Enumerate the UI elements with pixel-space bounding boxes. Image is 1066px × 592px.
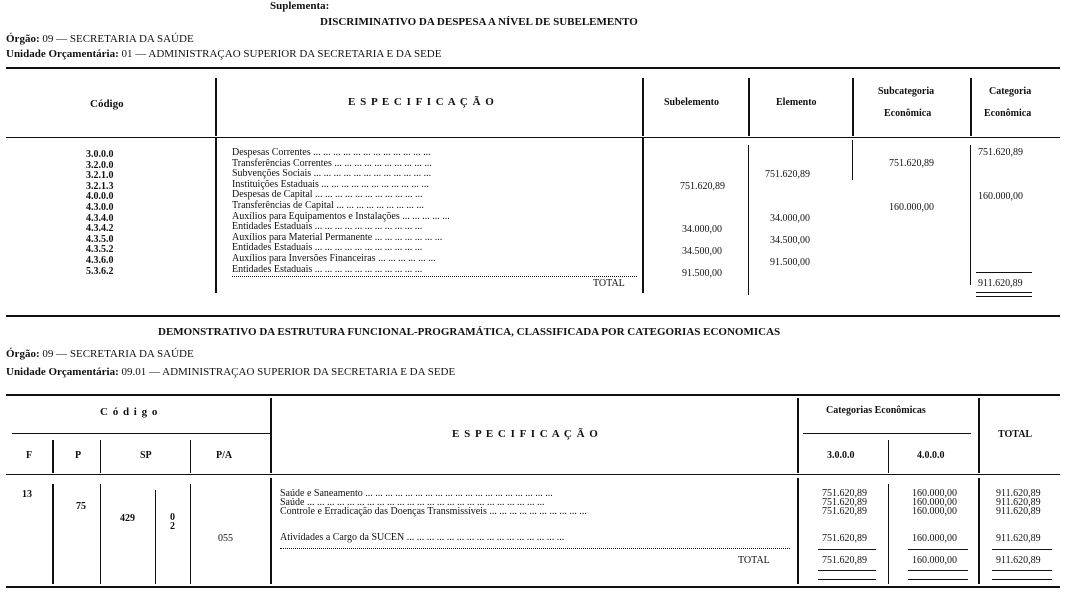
t2-vline bbox=[978, 398, 980, 473]
t1-cat-value: 160.000,00 bbox=[978, 191, 1023, 202]
table-row-spec: Transferências Correntes ... ... ... ... ... ... ... ... ... ... bbox=[232, 157, 432, 169]
t1-header-codigo: Código bbox=[90, 98, 124, 110]
table-row-spec: Auxílios para Inversões Financeiras ... ... ... ... ... ... bbox=[232, 252, 436, 264]
t2-header-codigo: C ó d i g o bbox=[100, 406, 159, 418]
t1-subelemento-value: 34.500,00 bbox=[682, 246, 722, 257]
t2-total-rule bbox=[992, 579, 1052, 580]
t2-vline bbox=[797, 398, 799, 473]
t1-header-subcat-1: Subcategoria bbox=[878, 86, 935, 97]
t2-total-c3: 751.620,89 bbox=[822, 555, 867, 566]
table2-bottom-rule bbox=[6, 586, 1060, 588]
t1-subelemento-value: 91.500,00 bbox=[682, 268, 722, 279]
t2-vline bbox=[52, 440, 54, 473]
table-row-code: 3.2.1.3 bbox=[86, 180, 114, 192]
t2-specs-column bbox=[280, 489, 790, 518]
table2-cat-rule bbox=[803, 433, 971, 434]
t2-vline bbox=[155, 490, 156, 584]
table-row-code: 4.3.4.2 bbox=[86, 223, 114, 235]
t2-vline bbox=[888, 484, 889, 584]
orgao-line-1 bbox=[6, 33, 194, 45]
t2-sub-value: 0 bbox=[170, 512, 175, 523]
t1-header-elemento: Elemento bbox=[776, 97, 817, 108]
t1-cat-total-rule bbox=[976, 296, 1032, 297]
section2-title: DEMONSTRATIVO DA ESTRUTURA FUNCIONAL-PROGRAMÁTICA, CLASSIFICADA POR CATEGORIAS ECONOMICAS bbox=[158, 326, 781, 338]
suplementa-label: Suplementa: bbox=[270, 0, 330, 12]
t2-c4-rule bbox=[908, 549, 968, 550]
t2-c3-rule bbox=[818, 570, 876, 571]
t2-header-especificacao: E S P E C I F I C A Ç Ã O bbox=[452, 428, 599, 440]
t2-pa-value: 055 bbox=[218, 533, 233, 544]
t2-vline bbox=[100, 440, 101, 473]
table-row-code: 4.3.6.0 bbox=[86, 254, 114, 266]
t1-vline bbox=[852, 78, 854, 136]
table2-header-rule bbox=[6, 474, 1060, 475]
table-row-spec: Entidades Estaduais ... ... ... ... ... ... ... ... ... ... ... bbox=[232, 242, 423, 254]
t2-header-sp: SP bbox=[140, 450, 152, 461]
table-row-spec: Entidades Estaduais ... ... ... ... ... ... ... ... ... ... ... bbox=[232, 263, 423, 275]
t2-header-pa: P/A bbox=[216, 450, 233, 461]
t2-vline bbox=[190, 440, 191, 473]
orgao-value: 09 — SECRETARIA DA SAÚDE bbox=[42, 33, 194, 45]
t1-elemento-value: 34.500,00 bbox=[770, 235, 810, 246]
table2-top-rule bbox=[6, 394, 1060, 396]
t1-header-especificacao: E S P E C I F I C A Ç Ã O bbox=[348, 96, 495, 108]
unidade-label: Unidade Orçamentária: bbox=[6, 366, 119, 378]
t1-header-cat-2: Econômica bbox=[984, 108, 1032, 119]
t2-vline bbox=[888, 440, 889, 473]
t2-c4-column bbox=[912, 489, 957, 516]
t2-vline bbox=[52, 484, 54, 584]
table-row-spec: Instituições Estaduais ... ... ... ... ... ... ... ... ... ... ... bbox=[232, 178, 429, 190]
t2-header-f: F bbox=[26, 450, 33, 461]
table-row-total: 911.620,89 bbox=[996, 533, 1041, 544]
table1-bottom-rule bbox=[6, 315, 1060, 317]
table-row-spec: Saúde ... ... ... ... ... ... ... ... ... ... ... ... ... ... ... ... ... ... ... ... ... ... ... ... bbox=[280, 497, 545, 508]
t1-total-label: TOTAL bbox=[593, 278, 625, 289]
t2-c4-rule bbox=[908, 579, 968, 580]
table-row-spec: Entidades Estaduais ... ... ... ... ... ... ... ... ... ... ... bbox=[232, 221, 423, 233]
t2-header-c4: 4.0.0.0 bbox=[917, 450, 945, 461]
table-row-code: 4.3.4.0 bbox=[86, 212, 114, 224]
t1-header-cat-1: Categoria bbox=[989, 86, 1032, 97]
table-row-c4: 160.000,00 bbox=[912, 506, 957, 517]
t2-spec-sucen: Atividades a Cargo da SUCEN ... ... ... ... ... ... ... ... ... ... ... ... ... ... ... ... bbox=[280, 532, 565, 543]
t1-vline bbox=[970, 78, 972, 136]
t2-total-dots bbox=[280, 548, 790, 549]
t2-vline bbox=[270, 478, 272, 584]
t2-vline bbox=[978, 478, 980, 584]
orgao-label: Órgão: bbox=[6, 33, 40, 45]
t1-elemento-value: 34.000,00 bbox=[770, 213, 810, 224]
orgao-line-2 bbox=[6, 348, 194, 360]
t2-vline bbox=[797, 478, 799, 584]
unidade-value: 01 — ADMINISTRAÇAO SUPERIOR DA SECRETARIA E DA SEDE bbox=[121, 48, 442, 60]
t2-total-column bbox=[996, 489, 1041, 516]
unidade-line-2 bbox=[6, 366, 455, 378]
table-row-spec: Despesas Correntes ... ... ... ... ... ... ... ... ... ... ... ... bbox=[232, 148, 431, 158]
table-row-c3: 751.620,89 bbox=[822, 497, 867, 508]
t1-total-dots bbox=[232, 276, 637, 277]
table-row-spec: Transferências de Capital ... ... ... ... ... ... ... ... ... bbox=[232, 199, 424, 211]
table-row-code: 3.0.0.0 bbox=[86, 149, 114, 160]
table-row-c3: 751.620,89 bbox=[822, 533, 867, 544]
t1-subelemento-value: 34.000,00 bbox=[682, 224, 722, 235]
t2-total-c4: 160.000,00 bbox=[912, 555, 957, 566]
t1-vline bbox=[215, 78, 217, 136]
t2-total-rule bbox=[992, 570, 1052, 571]
unidade-label: Unidade Orçamentária: bbox=[6, 48, 119, 60]
table-row-code: 4.3.5.2 bbox=[86, 244, 114, 256]
table-row-total: 911.620,89 bbox=[996, 506, 1041, 517]
table-row-spec: Despesas de Capital ... ... ... ... ... ... ... ... ... ... ... bbox=[232, 189, 423, 201]
t1-cat-total-rule bbox=[976, 292, 1032, 293]
t1-elemento-value: 91.500,00 bbox=[770, 257, 810, 268]
t2-sp-value: 429 bbox=[120, 513, 135, 524]
table-row-spec: Subvenções Sociais ... ... ... ... ... ... ... ... ... ... ... ... bbox=[232, 168, 432, 180]
table-row-code: 4.3.5.0 bbox=[86, 233, 114, 245]
table-row-c3: 751.620,89 bbox=[822, 488, 867, 499]
t1-elemento-value: 751.620,89 bbox=[765, 169, 810, 180]
t1-subelemento-value: 751.620,89 bbox=[680, 181, 725, 192]
t2-total-rule bbox=[992, 549, 1052, 550]
t2-sub-value: 2 bbox=[170, 521, 175, 532]
t1-header-subelemento: Subelemento bbox=[664, 97, 719, 108]
table-row-c4: 160.000,00 bbox=[912, 497, 957, 508]
table1-top-rule bbox=[6, 67, 1060, 69]
t2-total-label: TOTAL bbox=[738, 555, 770, 566]
table-row-total: 911.620,89 bbox=[996, 497, 1041, 508]
t2-header-c3: 3.0.0.0 bbox=[827, 450, 855, 461]
t1-subcat-value: 751.620,89 bbox=[889, 158, 934, 169]
t1-vline bbox=[748, 145, 749, 295]
section1-title: DISCRIMINATIVO DA DESPESA A NÍVEL DE SUBELEMENTO bbox=[320, 16, 638, 28]
table-row-code: 4.0.0.0 bbox=[86, 191, 114, 203]
t2-vline bbox=[190, 484, 191, 584]
table-row-c4: 160.000,00 bbox=[912, 488, 957, 499]
unidade-value: 09.01 — ADMINISTRAÇAO SUPERIOR DA SECRETARIA E DA SEDE bbox=[121, 366, 456, 378]
table-row-spec: Auxílios para Equipamentos e Instalações ... ... ... ... ... bbox=[232, 210, 450, 222]
t1-vline bbox=[748, 78, 750, 136]
table-row-c3: 751.620,89 bbox=[822, 506, 867, 517]
t2-header-total: TOTAL bbox=[998, 429, 1033, 440]
t2-header-categorias: Categorias Econômicas bbox=[826, 405, 926, 416]
table-row-code: 5.3.6.2 bbox=[86, 265, 114, 277]
t2-total-total: 911.620,89 bbox=[996, 555, 1041, 566]
t1-vline bbox=[215, 138, 217, 293]
orgao-label: Órgão: bbox=[6, 348, 40, 360]
unidade-line-1 bbox=[6, 48, 441, 60]
t1-vline bbox=[642, 138, 644, 293]
table-row-code: 3.2.0.0 bbox=[86, 159, 114, 171]
t2-header-p: P bbox=[75, 450, 82, 461]
orgao-value: 09 — SECRETARIA DA SAÚDE bbox=[42, 348, 194, 360]
t1-cat-total-rule bbox=[976, 272, 1032, 273]
table-row-code: 4.3.0.0 bbox=[86, 201, 114, 213]
table2-codigo-rule bbox=[12, 433, 270, 434]
table1-header-rule bbox=[6, 137, 1060, 138]
t1-codes-column bbox=[86, 150, 114, 277]
t2-c3-rule bbox=[818, 549, 876, 550]
t2-f-value: 13 bbox=[22, 489, 32, 500]
t2-c4-rule bbox=[908, 570, 968, 571]
table-row-total: 911.620,89 bbox=[996, 488, 1041, 499]
t1-vline bbox=[642, 78, 644, 136]
t1-subcat-value: 160.000,00 bbox=[889, 202, 934, 213]
table-row-code: 3.2.1.0 bbox=[86, 170, 114, 182]
table-row-spec: Auxílios para Material Permanente ... ... ... ... ... ... ... bbox=[232, 231, 443, 243]
table-row-spec: Controle e Erradicação das Doenças Transmissíveis ... ... ... ... ... ... ... ... ... ... bbox=[280, 506, 587, 517]
t2-c3-column bbox=[822, 489, 867, 516]
t2-c3-rule bbox=[818, 579, 876, 580]
t2-vline bbox=[270, 398, 272, 473]
t1-vline bbox=[970, 145, 971, 285]
t1-header-subcat-2: Econômica bbox=[884, 108, 932, 119]
t1-vline bbox=[852, 140, 853, 180]
table-row-c4: 160.000,00 bbox=[912, 533, 957, 544]
t1-cat-total: 911.620,89 bbox=[978, 278, 1023, 289]
table-row-spec: Saúde e Saneamento ... ... ... ... ... ... ... ... ... ... ... ... ... ... ... ... ... ... ... bbox=[280, 489, 553, 499]
t1-specs-column bbox=[232, 148, 637, 275]
t2-p-value: 75 bbox=[76, 501, 86, 512]
t2-vline bbox=[100, 484, 101, 584]
t1-cat-value: 751.620,89 bbox=[978, 147, 1023, 158]
